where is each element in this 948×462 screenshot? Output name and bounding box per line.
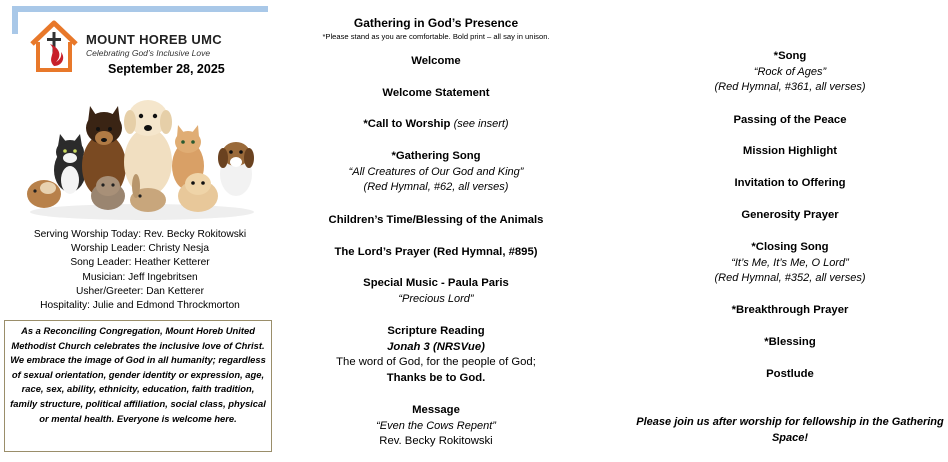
message-speaker: Rev. Becky Rokitowski xyxy=(379,435,493,447)
order-of-worship-column-1 xyxy=(286,0,586,462)
fellowship-invitation: Please join us after worship for fellowship in the Gathering Space! xyxy=(636,416,944,444)
scripture-label: Scripture Reading xyxy=(387,325,485,337)
order-of-worship-column-2 xyxy=(632,0,948,462)
worship-item-closing-song xyxy=(632,240,948,287)
worship-item-call-to-worship xyxy=(286,117,586,133)
worship-item-message xyxy=(286,403,586,450)
decorative-bar xyxy=(12,6,18,34)
scripture-response-leader: The word of God, for the people of God; xyxy=(336,356,536,368)
worship-item-song xyxy=(632,49,948,96)
worship-item-gathering-song xyxy=(286,149,586,196)
worship-item-welcome: Welcome xyxy=(411,55,461,67)
staff-line: Song Leader: Heather Ketterer xyxy=(70,257,210,269)
church-logo-icon xyxy=(28,18,80,76)
reconciling-statement: As a Reconciling Congregation, Mount Horeb United Methodist Church celebrates the inclusive love of Christ. We embrace the image of God in all humanity; regardless of sexual orientation, gender identity or expression, age, race, sex, ability, ethnicity, education, faith tradition, family structure, political affiliation, social class, physical or mental health. Everyone is welcome here. xyxy=(4,320,272,452)
scripture-reference: Jonah 3 (NRSVue) xyxy=(387,340,485,353)
staff-line: Musician: Jeff Ingebritsen xyxy=(82,271,198,283)
worship-item-breakthrough-prayer: *Breakthrough Prayer xyxy=(731,304,849,316)
special-music-label: Special Music - Paula Paris xyxy=(363,277,509,289)
service-date: September 28, 2025 xyxy=(108,62,225,76)
song-reference: (Red Hymnal, #361, all verses) xyxy=(714,81,866,93)
worship-item-generosity-prayer: Generosity Prayer xyxy=(741,209,839,221)
worship-item-special-music xyxy=(286,276,586,307)
song-title: “Rock of Ages” xyxy=(753,65,827,78)
closing-song-label: *Closing Song xyxy=(751,241,829,253)
staff-line: Worship Leader: Christy Nesja xyxy=(71,243,209,255)
closing-song-title: “It’s Me, It’s Me, O Lord” xyxy=(731,256,849,269)
worship-item-invitation-to-offering: Invitation to Offering xyxy=(734,177,846,189)
church-tagline: Celebrating God’s Inclusive Love xyxy=(86,48,211,58)
gathering-song-reference: (Red Hymnal, #62, all verses) xyxy=(363,181,509,193)
worship-item-postlude: Postlude xyxy=(766,368,814,380)
gathering-song-title: “All Creatures of Our God and King” xyxy=(348,165,524,178)
service-staff-list xyxy=(0,228,280,313)
worship-item-scripture xyxy=(286,324,586,386)
call-to-worship-note: (see insert) xyxy=(453,118,509,130)
message-label: Message xyxy=(412,404,460,416)
worship-item-blessing: *Blessing xyxy=(764,336,816,348)
pets-photo xyxy=(26,96,258,220)
staff-line: Serving Worship Today: Rev. Becky Rokitowski xyxy=(33,229,247,240)
decorative-bar xyxy=(12,6,268,12)
song-label: *Song xyxy=(773,50,807,62)
call-to-worship-label: *Call to Worship xyxy=(363,118,451,130)
section-title: Gathering in God’s Presence xyxy=(353,16,519,30)
church-name: MOUNT HOREB UMC xyxy=(86,32,222,47)
gathering-song-label: *Gathering Song xyxy=(391,150,481,162)
closing-song-reference: (Red Hymnal, #352, all verses) xyxy=(714,272,866,284)
left-column xyxy=(0,0,280,462)
staff-line: Usher/Greeter: Dan Ketterer xyxy=(76,285,204,297)
instruction-note: *Please stand as you are comfortable. Bold print – all say in unison. xyxy=(322,32,550,41)
scripture-response-people: Thanks be to God. xyxy=(386,371,486,384)
special-music-title: “Precious Lord” xyxy=(398,292,474,305)
worship-item-passing-of-peace: Passing of the Peace xyxy=(733,114,847,126)
message-title: “Even the Cows Repent” xyxy=(376,419,496,432)
worship-item-lords-prayer: The Lord’s Prayer (Red Hymnal, #895) xyxy=(334,246,538,258)
worship-item-mission-highlight: Mission Highlight xyxy=(742,145,838,157)
staff-line: Hospitality: Julie and Edmond Throckmorton xyxy=(40,300,240,312)
worship-item-childrens-time: Children’s Time/Blessing of the Animals xyxy=(328,214,544,226)
worship-item-welcome-statement: Welcome Statement xyxy=(382,87,490,99)
